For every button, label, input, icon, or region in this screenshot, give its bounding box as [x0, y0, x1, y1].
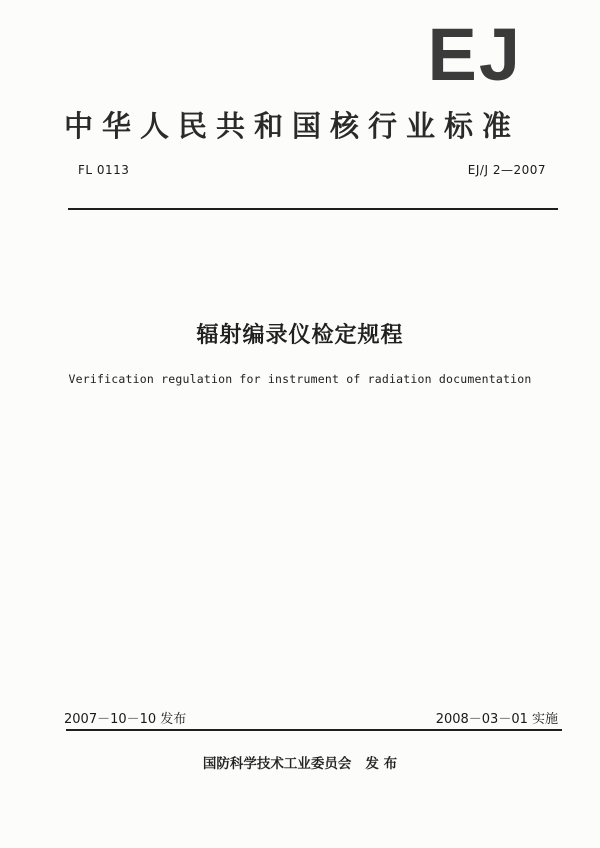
document-title-english: Verification regulation for instrument of radiation documentation [68, 372, 532, 386]
publisher-line [0, 752, 600, 772]
effective-date: 2008－03－01 实施 [435, 712, 558, 727]
footer-divider [66, 729, 562, 731]
document-title: 辐射编录仪检定规程 [196, 323, 404, 348]
standard-category-title: 中华人民共和国核行业标准 [64, 109, 521, 143]
classification-code: FL 0113 [78, 163, 130, 177]
publisher-name: 国防科学技术工业委员会 [202, 756, 352, 772]
header-divider [68, 208, 558, 210]
publish-label: 发 布 [365, 756, 398, 772]
standard-number: EJ/J 2—2007 [467, 163, 546, 177]
issue-date: 2007－10－10 发布 [64, 712, 187, 727]
standard-logo: EJ [427, 13, 522, 96]
